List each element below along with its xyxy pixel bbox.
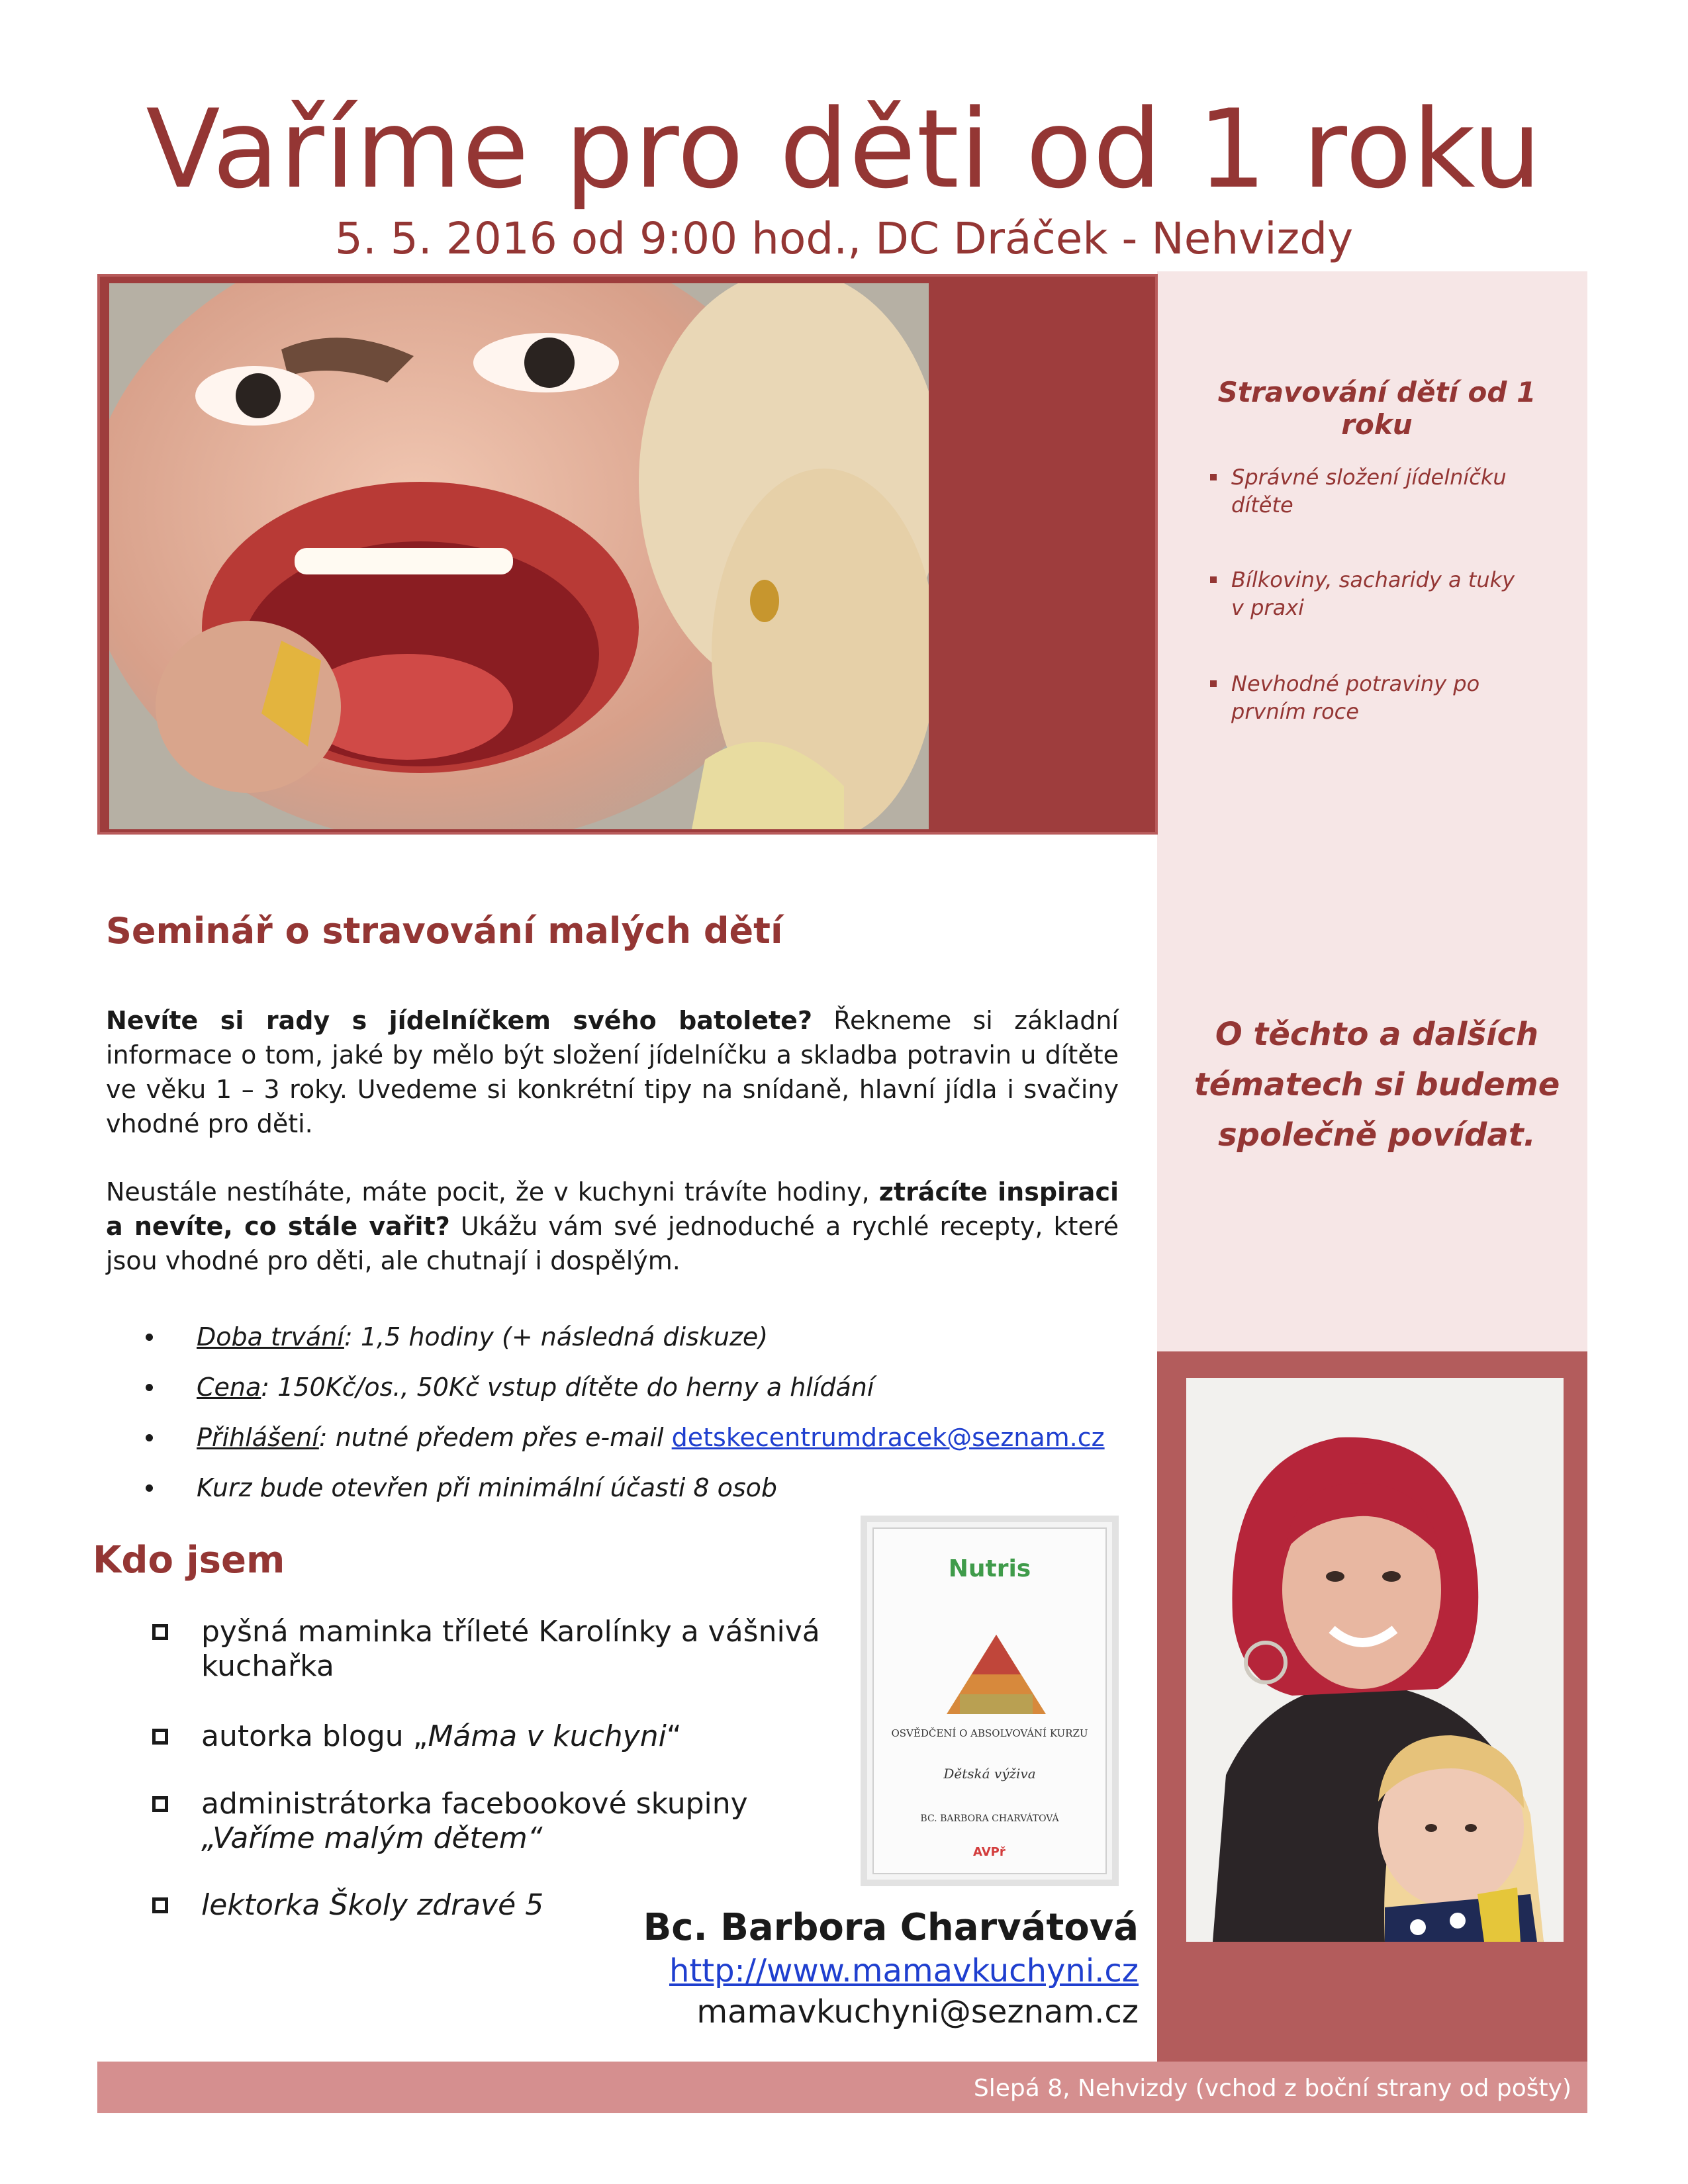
bullet-dot-icon (146, 1334, 153, 1341)
author-name: Bc. Barbora Charvátová (643, 1906, 1139, 1949)
topic-item: Nevhodné potraviny po prvním roce (1210, 670, 1528, 725)
topics-call-to-action: O těchto a dalších tématech si budeme společně povídat. (1194, 1016, 1560, 1154)
bullet-dot-icon (146, 1384, 153, 1391)
bullet-square-icon (1210, 576, 1217, 583)
checkbox-square-icon (152, 1624, 168, 1640)
bullet-dot-icon (146, 1484, 153, 1492)
topic-item: Správné složení jídelníčku dítěte (1210, 463, 1528, 519)
footer-address: Slepá 8, Nehvizdy (vchod z boční strany od pošty) (973, 2075, 1571, 2102)
who-heading: Kdo jsem (93, 1539, 285, 1582)
page-title: Vaříme pro děti od 1 roku (146, 86, 1542, 212)
topic-item: Bílkoviny, sacharidy a tuky v praxi (1210, 566, 1528, 621)
bullet-dot-icon (146, 1434, 153, 1441)
bullet-square-icon (1210, 680, 1217, 687)
author-portrait-photo (1186, 1378, 1564, 1942)
signup-email-link[interactable]: detskecentrumdracek@seznam.cz (671, 1423, 1105, 1452)
child-eating-photo (109, 283, 929, 829)
seminar-paragraph-1: Nevíte si rady s jídelníčkem svého batolete? Řekneme si základní informace o tom, jaké by mělo být složení jídelníčku a skladba potravin u dítěte ve věku 1 – 3 roky. Uvedeme si konkrétní tipy na snídaně, hlavní jídla i svačiny vhodné pro děti. (106, 1006, 1119, 1138)
seminar-paragraph-2: Neustále nestíháte, máte pocit, že v kuchyni trávíte hodiny, ztrácíte inspiraci a nevíte, co stále vařit? Ukážu vám své jednoduché a rychlé recepty, které jsou vhodné pro děti, ale chutnají i dospělým. (106, 1177, 1119, 1275)
topics-title: Stravování dětí od 1 roku (1217, 376, 1536, 441)
checkbox-square-icon (152, 1897, 168, 1913)
food-pyramid-icon (947, 1635, 1046, 1714)
author-website-link[interactable]: http://www.mamavkuchyni.cz (669, 1952, 1139, 1989)
footer-bar (97, 2062, 1587, 2113)
certificate-image: Nutris OSVĚDČENÍ O ABSOLVOVÁNÍ KURZU Dětská výživa BC. BARBORA CHARVÁTOVÁ AVPř (861, 1516, 1119, 1886)
certificate-badge: AVPř (973, 1845, 1006, 1859)
author-email: mamavkuchyni@seznam.cz (696, 1993, 1139, 2030)
checkbox-square-icon (152, 1729, 168, 1745)
event-date-location: 5. 5. 2016 od 9:00 hod., DC Dráček - Nehvizdy (334, 213, 1354, 264)
bullet-square-icon (1210, 474, 1217, 480)
seminar-heading: Seminář o stravování malých dětí (106, 910, 783, 952)
checkbox-square-icon (152, 1796, 168, 1812)
